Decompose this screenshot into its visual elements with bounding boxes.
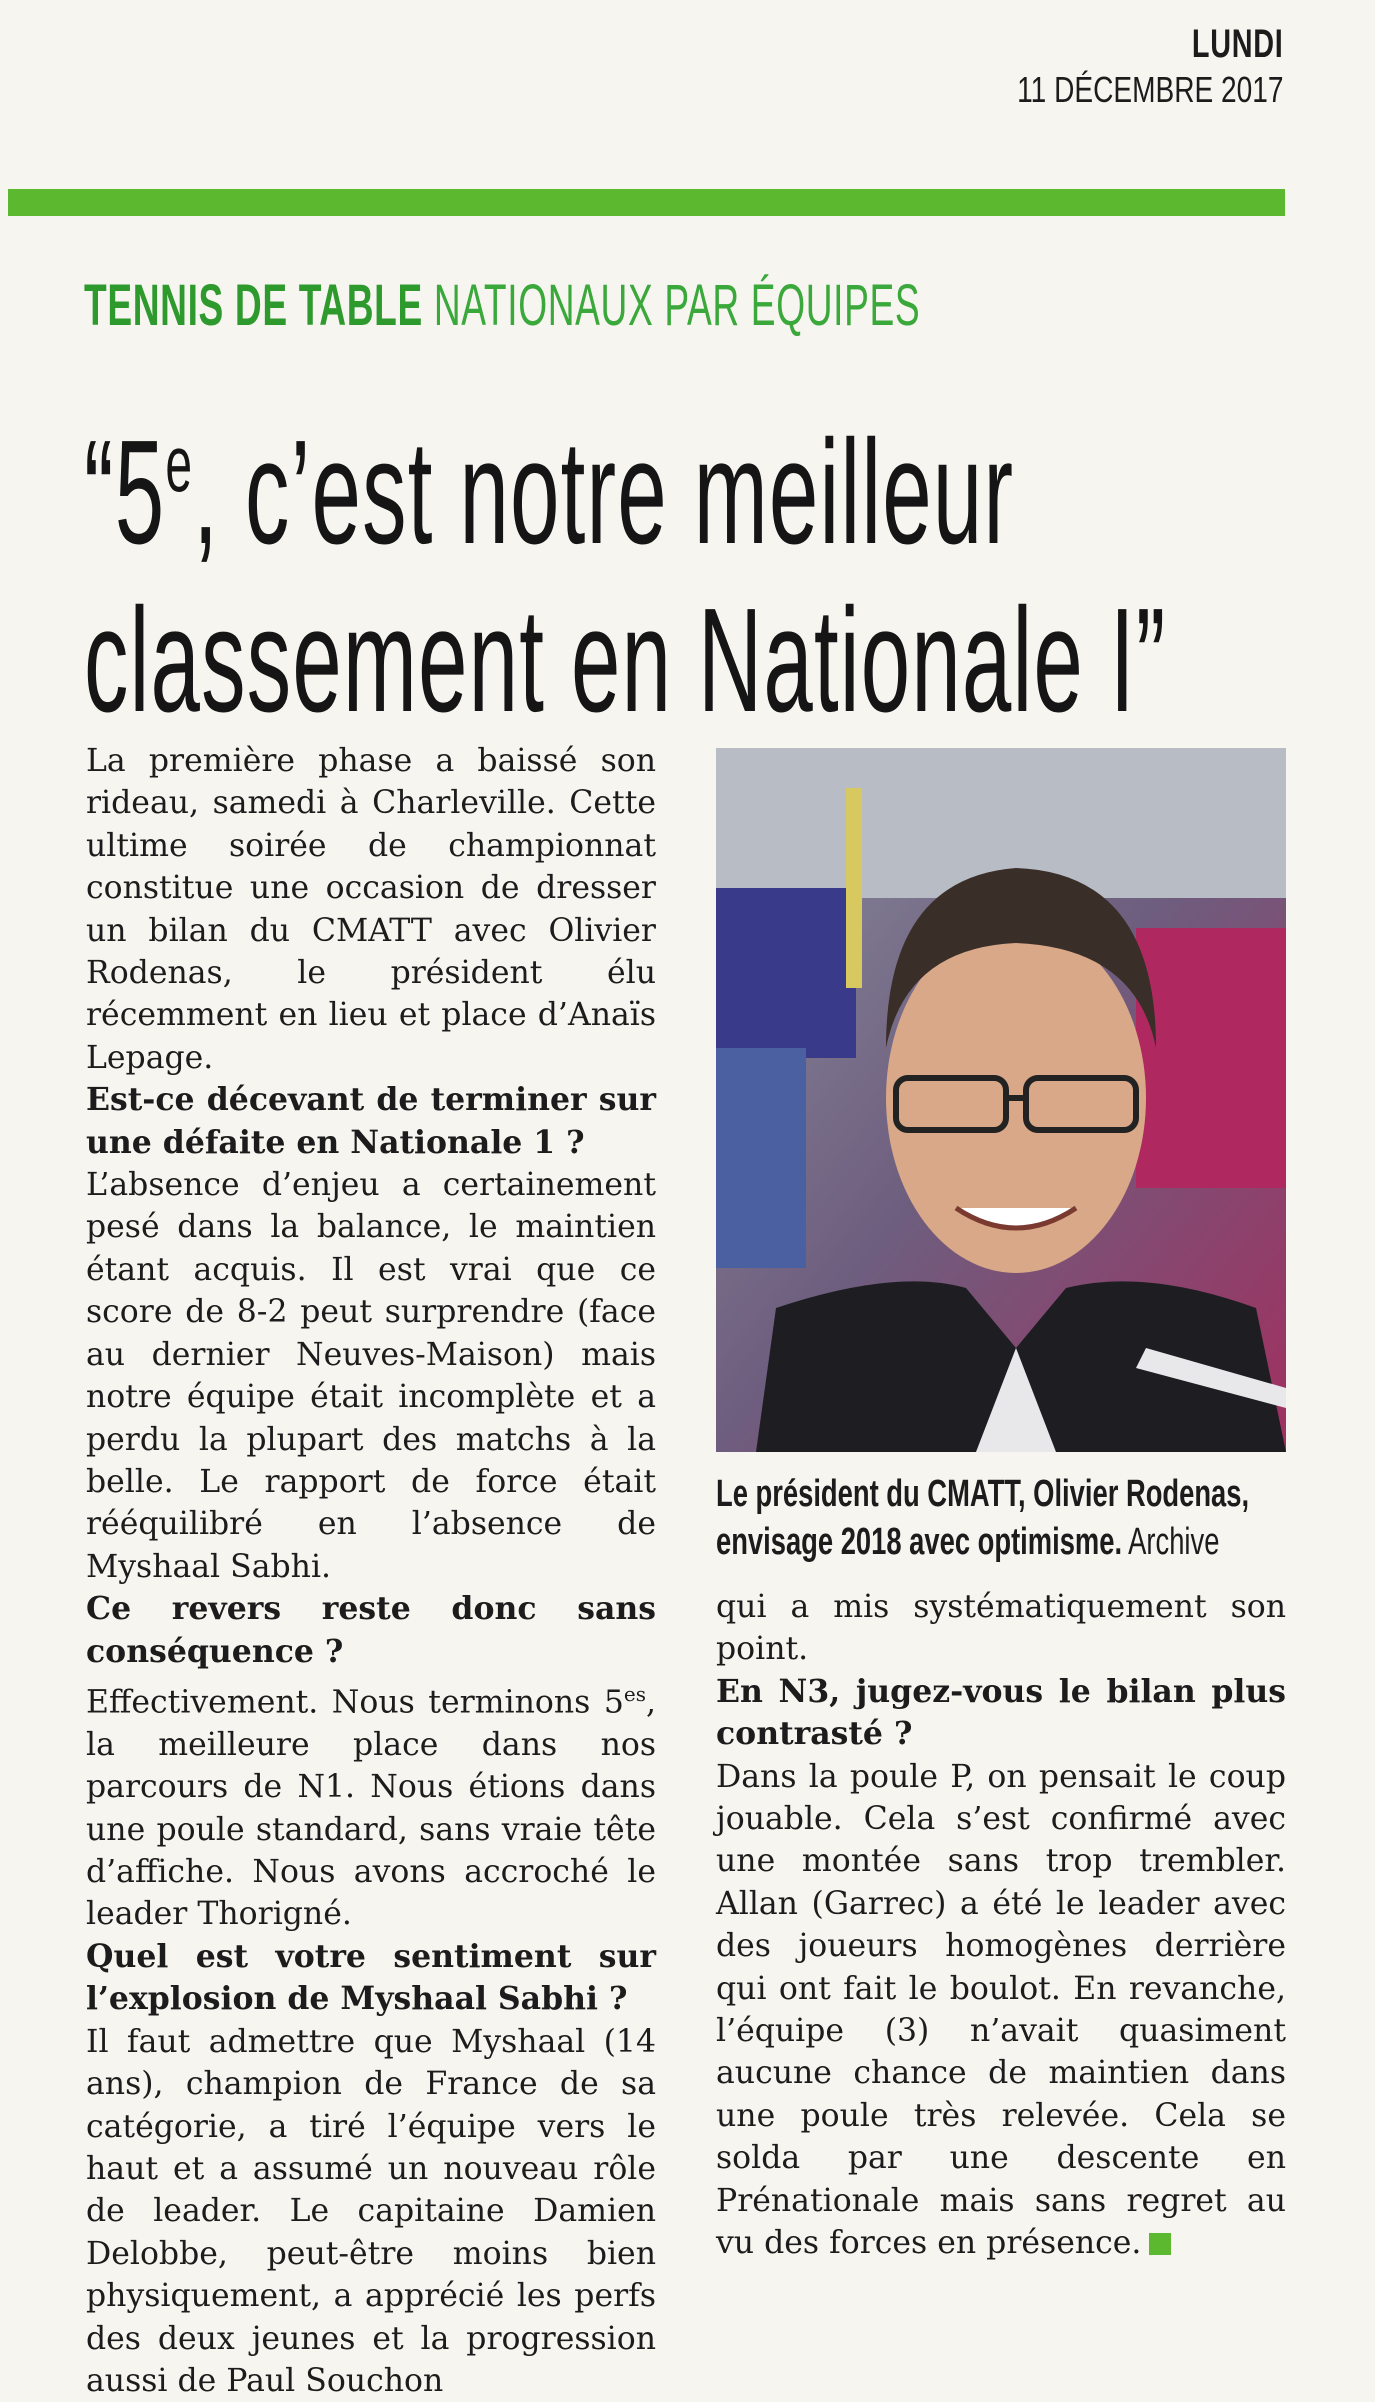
end-square-icon <box>1149 2233 1171 2255</box>
question-4: En N3, jugez-vous le bilan plus contrasté ? <box>716 1672 1286 1753</box>
rubric-sport: TENNIS DE TABLE <box>84 273 423 338</box>
answer-1: L’absence d’enjeu a certainement pesé dans la balance, le maintien étant acquis. Il est vrai que ce score de 8-2 peut surprendre (face au dernier Neuves-Maison) mais notre équipe était incomplète et a perdu la plupart des matchs à la belle. Le rapport de force était rééquilibré en l’absence de Myshaal Sabhi. <box>86 1167 656 1585</box>
answer-4: Dans la poule P, on pensait le coup jouable. Cela s’est confirmé avec une montée sans trop trembler. Allan (Garrec) a été le leader avec des joueurs homogènes derrière qui ont fait le boulot. En revanche, l’équipe (3) n’avait quasiment aucune chance de maintien dans une poule très relevée. Cela se solda par une descente en Prénationale mais sans regret au vu des forces en présence. <box>716 1758 1286 2262</box>
headline <box>84 380 1167 745</box>
masthead-date <box>942 22 1284 111</box>
article-intro: La première phase a baissé son rideau, samedi à Charleville. Cette ultime soirée de championnat constitue une occasion de dresser un bilan du CMATT avec Olivier Rodenas, le président élu récemment en lieu et place d’Anaïs Lepage. <box>86 743 656 1076</box>
rubric-category: NATIONAUX PAR ÉQUIPES <box>433 273 921 338</box>
president-photo <box>716 748 1286 1452</box>
date-label: 11 DÉCEMBRE 2017 <box>1016 69 1283 110</box>
caption-credit: Archive <box>1128 1521 1220 1563</box>
photo-caption <box>716 1470 1250 1566</box>
article-column-left <box>86 740 656 2402</box>
answer-3: Il faut admettre que Myshaal (14 ans), champion de France de sa catégorie, a tiré l’équipe vers le haut et a assumé un nouveau rôle de leader. Le capitaine Damien Delobbe, peut-être moins bien physiquement, a apprécié les perfs des deux jeunes et la progression aussi de Paul Souchon <box>86 2023 656 2399</box>
rubric <box>84 272 920 339</box>
day-label: LUNDI <box>1191 22 1283 66</box>
article-column-right <box>716 1586 1286 2265</box>
question-3: Quel est votre sentiment sur l’explosion de Myshaal Sabhi ? <box>86 1937 656 2018</box>
headline-line2: classement en Nationale I” <box>84 578 1167 743</box>
answer-3-continued: qui a mis systématiquement son point. <box>716 1589 1286 1668</box>
question-1: Est-ce décevant de terminer sur une défaite en Nationale 1 ? <box>86 1081 656 1161</box>
question-2: Ce revers reste donc sans conséquence ? <box>86 1590 656 1670</box>
portrait-illustration <box>716 748 1286 1452</box>
section-rule <box>8 189 1285 216</box>
answer-2: Effectivement. Nous terminons $5^{es}$, la meilleure place dans nos parcours de N1. Nous étions dans une poule standard, sans vraie tête d’affiche. Nous avons accroché le leader Thorigné. <box>86 1681 656 1933</box>
headline-line1: “5e, c’est notre meilleur <box>84 410 1015 575</box>
caption-text: Le président du CMATT, Olivier Rodenas, envisage 2018 avec optimisme. <box>716 1473 1250 1563</box>
